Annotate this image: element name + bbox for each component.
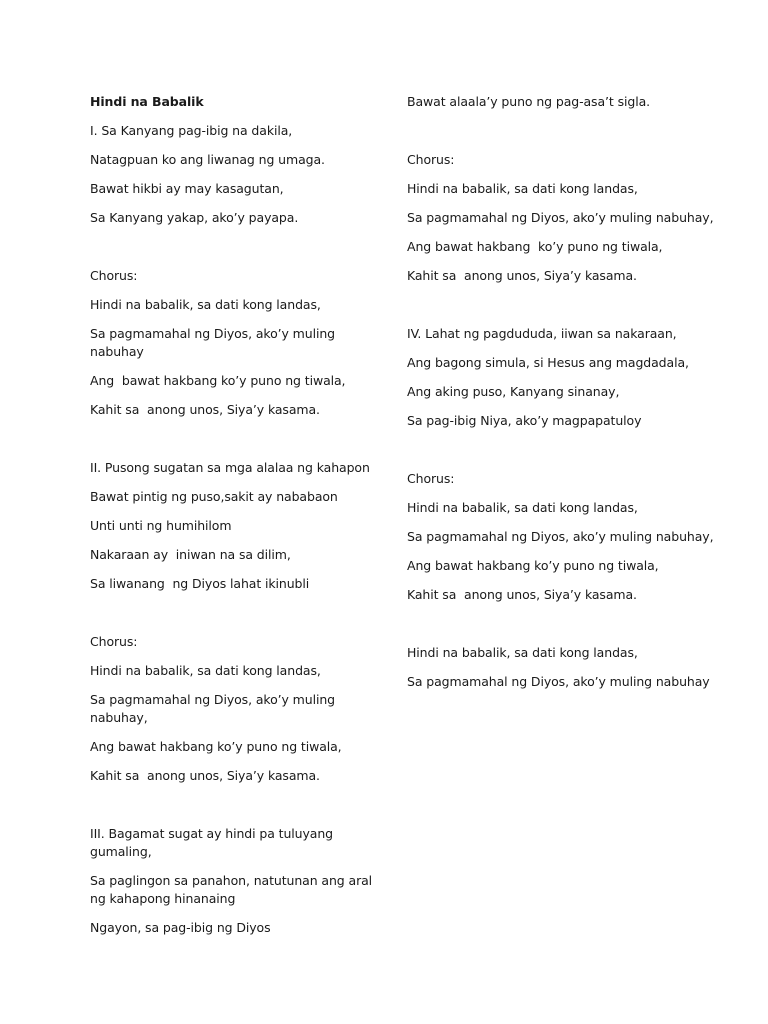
lyric-line: Sa pagmamahal ng Diyos, ako’y muling nabuhay, xyxy=(407,210,714,225)
lyric-line: Sa paglingon sa panahon, natutunan ang aral ng kahapong hinanaing xyxy=(90,873,373,906)
lyric-line: Ang bawat hakbang ko’y puno ng tiwala, xyxy=(407,558,659,573)
lyric-line: III. Bagamat sugat ay hindi pa tuluyang gumaling, xyxy=(90,826,333,859)
lyric-line: Hindi na babalik, sa dati kong landas, xyxy=(90,663,321,678)
lyric-line: Hindi na babalik, sa dati kong landas, xyxy=(407,645,638,660)
lyric-line: Sa pag-ibig Niya, ako’y magpapatuloy xyxy=(407,413,642,428)
lyric-line: Chorus: xyxy=(90,634,138,649)
lyric-line: Ang bawat hakbang ko’y puno ng tiwala, xyxy=(90,373,346,388)
lyric-line: Chorus: xyxy=(407,471,455,486)
lyric-line: Hindi na babalik, sa dati kong landas, xyxy=(407,500,638,515)
stanza-gap xyxy=(407,615,727,644)
lyric-line: Hindi na babalik, sa dati kong landas, xyxy=(90,297,321,312)
stanza-gap xyxy=(90,238,380,267)
right-column xyxy=(407,93,727,702)
lyric-line: Chorus: xyxy=(90,268,138,283)
lyric-line: Kahit sa anong unos, Siya’y kasama. xyxy=(90,768,320,783)
lyric-line: Ang bawat hakbang ko’y puno ng tiwala, xyxy=(90,739,342,754)
lyric-line: Sa pagmamahal ng Diyos, ako’y muling nabuhay xyxy=(407,674,710,689)
lyric-line: II. Pusong sugatan sa mga alalaa ng kahapon xyxy=(90,460,370,475)
lyric-line: Natagpuan ko ang liwanag ng umaga. xyxy=(90,152,325,167)
lyric-line: Sa Kanyang yakap, ako’y payapa. xyxy=(90,210,299,225)
lyric-line: Bawat hikbi ay may kasagutan, xyxy=(90,181,284,196)
lyric-line: Sa pagmamahal ng Diyos, ako’y muling nabuhay xyxy=(90,326,339,359)
lyric-line: Ang bagong simula, si Hesus ang magdadala, xyxy=(407,355,689,370)
lyric-line: Bawat pintig ng puso,sakit ay nababaon xyxy=(90,489,338,504)
lyric-line: Chorus: xyxy=(407,152,455,167)
stanza-gap xyxy=(90,796,380,825)
lyric-line: Kahit sa anong unos, Siya’y kasama. xyxy=(90,402,320,417)
stanza-gap xyxy=(407,122,727,151)
lyric-line: Sa pagmamahal ng Diyos, ako’y muling nabuhay, xyxy=(407,529,714,544)
lyric-line: IV. Lahat ng pagdududa, iiwan sa nakaraan, xyxy=(407,326,677,341)
song-title: Hindi na Babalik xyxy=(90,94,204,109)
left-column xyxy=(90,93,380,948)
lyric-line: Sa liwanang ng Diyos lahat ikinubli xyxy=(90,576,310,591)
lyric-line: Ang bawat hakbang ko’y puno ng tiwala, xyxy=(407,239,663,254)
lyric-line: Ngayon, sa pag-ibig ng Diyos xyxy=(90,920,271,935)
stanza-gap xyxy=(90,430,380,459)
lyric-line: Hindi na babalik, sa dati kong landas, xyxy=(407,181,638,196)
stanza-gap xyxy=(407,296,727,325)
lyric-line: Ang aking puso, Kanyang sinanay, xyxy=(407,384,620,399)
lyric-line: Kahit sa anong unos, Siya’y kasama. xyxy=(407,268,637,283)
lyric-line: Sa pagmamahal ng Diyos, ako’y muling nabuhay, xyxy=(90,692,339,725)
lyric-line: I. Sa Kanyang pag-ibig na dakila, xyxy=(90,123,293,138)
lyric-line: Nakaraan ay iniwan na sa dilim, xyxy=(90,547,291,562)
lyric-line: Bawat alaala’y puno ng pag-asa’t sigla. xyxy=(407,94,650,109)
lyric-line: Unti unti ng humihilom xyxy=(90,518,232,533)
stanza-gap xyxy=(90,604,380,633)
lyric-line: Kahit sa anong unos, Siya’y kasama. xyxy=(407,587,637,602)
stanza-gap xyxy=(407,441,727,470)
